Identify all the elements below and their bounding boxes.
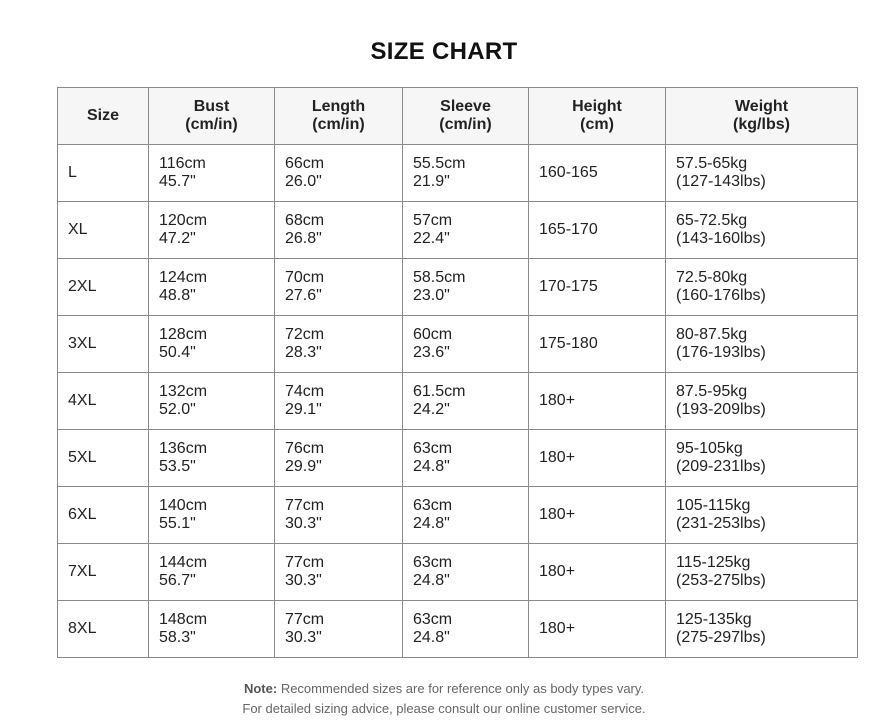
header-unit: (cm/in) (312, 116, 365, 133)
table-row (58, 373, 858, 430)
cell-height (529, 202, 666, 259)
cell-size (58, 145, 149, 202)
cell-size (58, 373, 149, 430)
cell-length-length-in: 26.8" (285, 230, 322, 247)
header-height (529, 88, 666, 145)
cell-bust-bust-cm: 116cm (159, 155, 206, 172)
cell-height (529, 601, 666, 658)
cell-size (58, 202, 149, 259)
cell-sleeve-sleeve-in: 24.8" (413, 629, 450, 646)
cell-length-length-cm: 77cm (285, 611, 325, 628)
cell-size (58, 487, 149, 544)
cell-weight (666, 373, 858, 430)
cell-size-size: L (68, 164, 77, 181)
cell-sleeve-sleeve-cm: 57cm (413, 212, 453, 229)
cell-length-length-cm: 68cm (285, 212, 325, 229)
cell-size-size: 7XL (68, 563, 97, 580)
cell-size (58, 259, 149, 316)
cell-weight (666, 316, 858, 373)
header-label: Bust (193, 98, 230, 115)
cell-size (58, 430, 149, 487)
cell-length-length-in: 30.3" (285, 515, 322, 532)
cell-bust-bust-cm: 148cm (159, 611, 208, 628)
cell-size-size: XL (68, 221, 88, 238)
header-unit: (cm/in) (439, 116, 492, 133)
cell-bust-bust-in: 48.8" (159, 287, 196, 304)
cell-height-height: 180+ (539, 620, 576, 637)
cell-bust-bust-cm: 140cm (159, 497, 208, 514)
cell-height (529, 487, 666, 544)
size-note (0, 679, 888, 719)
cell-weight-weight-kg: 95-105kg (676, 440, 743, 457)
cell-weight-weight-kg: 87.5-95kg (676, 383, 748, 400)
cell-weight-weight-kg: 105-115kg (676, 497, 751, 514)
cell-sleeve-sleeve-in: 23.6" (413, 344, 450, 361)
table-row (58, 259, 858, 316)
cell-sleeve-sleeve-cm: 58.5cm (413, 269, 466, 286)
cell-size-size: 5XL (68, 449, 97, 466)
cell-weight-weight-lbs: (193-209lbs) (676, 401, 766, 418)
cell-sleeve-sleeve-cm: 61.5cm (413, 383, 466, 400)
cell-bust-bust-in: 45.7" (159, 173, 196, 190)
cell-sleeve-sleeve-in: 24.2" (413, 401, 450, 418)
header-unit: (kg/lbs) (733, 116, 790, 133)
header-label: Size (86, 107, 119, 124)
cell-bust-bust-cm: 128cm (159, 326, 208, 343)
cell-length-length-cm: 72cm (285, 326, 325, 343)
cell-height-height: 165-170 (539, 221, 598, 238)
cell-bust (149, 145, 275, 202)
cell-weight (666, 601, 858, 658)
cell-length (275, 316, 403, 373)
header-unit: (cm/in) (185, 116, 238, 133)
cell-bust-bust-cm: 124cm (159, 269, 208, 286)
cell-weight-weight-lbs: (160-176lbs) (676, 287, 766, 304)
cell-weight-weight-lbs: (231-253lbs) (676, 515, 766, 532)
cell-weight-weight-kg: 125-135kg (676, 611, 752, 628)
cell-bust (149, 316, 275, 373)
cell-length-length-cm: 77cm (285, 497, 325, 514)
cell-height (529, 316, 666, 373)
cell-height-height: 180+ (539, 392, 576, 409)
cell-size (58, 544, 149, 601)
cell-bust-bust-in: 58.3" (159, 629, 196, 646)
cell-length (275, 601, 403, 658)
cell-sleeve (403, 202, 529, 259)
cell-weight-weight-kg: 115-125kg (676, 554, 751, 571)
header-weight (666, 88, 858, 145)
cell-weight-weight-lbs: (209-231lbs) (676, 458, 766, 475)
cell-sleeve-sleeve-cm: 55.5cm (413, 155, 466, 172)
table-row (58, 316, 858, 373)
cell-bust-bust-in: 47.2" (159, 230, 196, 247)
cell-size-size: 3XL (68, 335, 97, 352)
table-row (58, 202, 858, 259)
cell-size (58, 316, 149, 373)
table-header (58, 88, 858, 145)
cell-sleeve-sleeve-cm: 63cm (413, 611, 453, 628)
cell-height-height: 175-180 (539, 335, 598, 352)
cell-weight-weight-lbs: (275-297lbs) (676, 629, 766, 646)
header-unit: (cm) (580, 116, 614, 133)
cell-length-length-in: 27.6" (285, 287, 322, 304)
cell-bust-bust-cm: 132cm (159, 383, 208, 400)
cell-height (529, 145, 666, 202)
cell-bust (149, 430, 275, 487)
cell-length-length-cm: 66cm (285, 155, 325, 172)
cell-weight (666, 259, 858, 316)
cell-length (275, 487, 403, 544)
cell-bust (149, 601, 275, 658)
cell-bust (149, 487, 275, 544)
cell-sleeve (403, 601, 529, 658)
cell-size (58, 601, 149, 658)
cell-bust (149, 259, 275, 316)
cell-length-length-cm: 77cm (285, 554, 325, 571)
cell-weight (666, 202, 858, 259)
cell-length-length-in: 29.9" (285, 458, 322, 475)
table-row (58, 601, 858, 658)
cell-length-length-in: 29.1" (285, 401, 322, 418)
cell-bust-bust-in: 50.4" (159, 344, 196, 361)
cell-weight (666, 544, 858, 601)
cell-length-length-in: 30.3" (285, 629, 322, 646)
cell-weight (666, 487, 858, 544)
cell-sleeve (403, 145, 529, 202)
cell-height (529, 430, 666, 487)
cell-length (275, 145, 403, 202)
header-row (58, 88, 858, 145)
cell-length (275, 259, 403, 316)
cell-weight-weight-kg: 65-72.5kg (676, 212, 748, 229)
header-bust (149, 88, 275, 145)
cell-height-height: 160-165 (539, 164, 598, 181)
cell-weight-weight-lbs: (127-143lbs) (676, 173, 766, 190)
cell-sleeve (403, 316, 529, 373)
cell-weight-weight-lbs: (253-275lbs) (676, 572, 766, 589)
header-label: Length (311, 98, 366, 115)
note-line-1 (0, 679, 888, 699)
cell-length (275, 202, 403, 259)
cell-height (529, 544, 666, 601)
header-label: Height (572, 98, 622, 115)
header-sleeve (403, 88, 529, 145)
cell-sleeve (403, 544, 529, 601)
cell-height (529, 373, 666, 430)
cell-weight-weight-lbs: (143-160lbs) (676, 230, 766, 247)
cell-sleeve-sleeve-in: 22.4" (413, 230, 450, 247)
cell-sleeve-sleeve-in: 21.9" (413, 173, 450, 190)
cell-weight-weight-lbs: (176-193lbs) (676, 344, 766, 361)
note-label: Note: (243, 681, 278, 696)
cell-height-height: 180+ (539, 563, 576, 580)
header-label: Sleeve (440, 98, 491, 115)
table-row (58, 145, 858, 202)
cell-length (275, 373, 403, 430)
table-row (58, 430, 858, 487)
cell-bust-bust-in: 53.5" (159, 458, 196, 475)
cell-bust (149, 202, 275, 259)
cell-size-size: 2XL (68, 278, 97, 295)
cell-sleeve-sleeve-cm: 63cm (413, 497, 453, 514)
cell-bust-bust-cm: 120cm (159, 212, 208, 229)
cell-weight-weight-kg: 72.5-80kg (676, 269, 748, 286)
size-chart-table (57, 87, 858, 658)
cell-bust-bust-in: 52.0" (159, 401, 196, 418)
header-length (275, 88, 403, 145)
cell-bust-bust-in: 56.7" (159, 572, 196, 589)
table-body (58, 145, 858, 658)
cell-sleeve-sleeve-cm: 63cm (413, 554, 453, 571)
cell-length (275, 544, 403, 601)
header-size (58, 88, 149, 145)
cell-size-size: 4XL (68, 392, 97, 409)
cell-height-height: 180+ (539, 449, 576, 466)
cell-sleeve-sleeve-cm: 60cm (413, 326, 453, 343)
note-text-2: For detailed sizing advice, please consult our online customer service. (242, 701, 646, 716)
cell-height-height: 180+ (539, 506, 576, 523)
cell-size-size: 6XL (68, 506, 97, 523)
cell-height-height: 170-175 (539, 278, 598, 295)
cell-length-length-cm: 70cm (285, 269, 325, 286)
cell-sleeve (403, 373, 529, 430)
cell-sleeve-sleeve-cm: 63cm (413, 440, 453, 457)
cell-sleeve (403, 259, 529, 316)
cell-length (275, 430, 403, 487)
page-title: SIZE CHART (370, 38, 518, 65)
cell-height (529, 259, 666, 316)
cell-bust-bust-cm: 136cm (159, 440, 208, 457)
cell-length-length-in: 26.0" (285, 173, 322, 190)
cell-sleeve-sleeve-in: 24.8" (413, 515, 450, 532)
cell-bust (149, 544, 275, 601)
cell-sleeve (403, 430, 529, 487)
cell-sleeve-sleeve-in: 23.0" (413, 287, 450, 304)
cell-sleeve-sleeve-in: 24.8" (413, 458, 450, 475)
cell-bust (149, 373, 275, 430)
cell-weight (666, 145, 858, 202)
cell-sleeve (403, 487, 529, 544)
cell-length-length-in: 30.3" (285, 572, 322, 589)
table-row (58, 487, 858, 544)
cell-sleeve-sleeve-in: 24.8" (413, 572, 450, 589)
note-text-1: Recommended sizes are for reference only as body types vary. (280, 681, 645, 696)
cell-weight-weight-kg: 57.5-65kg (676, 155, 748, 172)
cell-weight (666, 430, 858, 487)
header-label: Weight (734, 98, 789, 115)
cell-size-size: 8XL (68, 620, 97, 637)
cell-length-length-in: 28.3" (285, 344, 322, 361)
cell-length-length-cm: 74cm (285, 383, 325, 400)
cell-bust-bust-cm: 144cm (159, 554, 208, 571)
table-row (58, 544, 858, 601)
cell-weight-weight-kg: 80-87.5kg (676, 326, 748, 343)
cell-length-length-cm: 76cm (285, 440, 325, 457)
cell-bust-bust-in: 55.1" (159, 515, 196, 532)
